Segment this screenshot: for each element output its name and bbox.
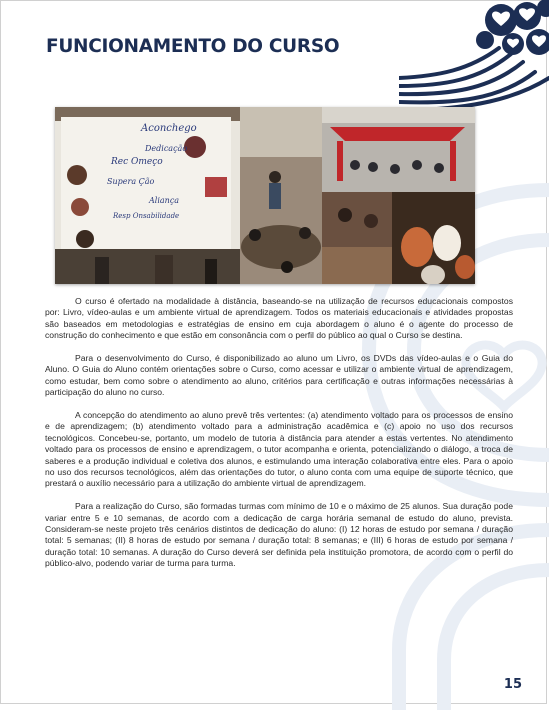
photo-collage — [55, 107, 475, 284]
poster-line: Aliança — [149, 196, 180, 205]
paragraph: O curso é ofertado na modalidade à distância, baseando-se na utilização de recursos educacionais compostos por: Livro, vídeo-aulas e um ambiente virtual de aprendizagem. Todos os materiais educacionais e atividades propostas são baseados em metodologias e estratégias de ensino em cuja abordagem o aluno é o agente do processo de construção do conhecimento e que estão em consonância com o perfil do público ao qual o Curso se destina. — [45, 296, 513, 341]
paragraph: A concepção do atendimento ao aluno prevê três vertentes: (a) atendimento voltado para os processos de ensino e de aprendizagem; (b) atendimento voltado para a administração acadêmica e (c) apoio no uso dos recursos tecnológicos. Concebeu-se, portanto, um modelo de tutoria à distância para atender a estas vertentes. No atendimento voltado para os processos de ensino e aprendizagem, o tutor acompanha e orienta, potencializando o diálogo, a troca de saberes e a produção individual e coletiva dos alunos, e estimulando uma interação colaborativa entre eles. Para o apoio no uso dos recursos tecnológicos, além das orientações do tutor, o aluno conta com uma equipe de suporte técnico, que prestará o auxílio necessário para a utilização do ambiente virtual de aprendizagem. — [45, 410, 513, 489]
page-number: 15 — [503, 677, 522, 692]
group-photo — [322, 107, 475, 192]
body-text — [45, 296, 513, 581]
poster-line: Resp Onsabilidade — [113, 212, 180, 220]
poster-line: Supera Ção — [107, 177, 155, 186]
classroom-photo — [240, 107, 322, 284]
page-title: FUNCIONAMENTO DO CURSO — [46, 36, 340, 57]
tree-hearts-icon — [399, 0, 549, 110]
poster-line: Rec Omeço — [111, 157, 163, 167]
paragraph: Para o desenvolvimento do Curso, é disponibilizado ao aluno um Livro, os DVDs das vídeo-aulas e o Guia do Aluno. O Guia do Aluno contém orientações sobre o Curso, como acessar e utilizar o ambiente virtual de aprendizagem, como estudar, bem como sobre o atendimento ao aluno, critérios para certificação e outras informações necessárias à participação do aluno no curso. — [45, 353, 513, 398]
discussion-photo — [322, 192, 392, 284]
poster-photo — [55, 107, 240, 284]
eggs-photo — [392, 192, 475, 284]
poster-line: Dedicação — [145, 144, 188, 153]
poster-line: Aconchego — [141, 123, 197, 134]
paragraph: Para a realização do Curso, são formadas turmas com mínimo de 10 e o máximo de 25 alunos. Sua duração pode variar entre 5 e 10 semanas, de acordo com a dedicação de carga horária semanal de estudo do aluno, prevista. Consideram-se neste projeto três cenários distintos de dedicação do aluno: (I) 12 horas de estudo por semana / duração total: 5 semanas; (II) 8 horas de estudo por semana / duração total: 8 semanas; e (III) 6 horas de estudo por semana / duração total: 10 semanas. A duração do Curso deverá ser definida pela instituição promotora, de acordo com o perfil do público-alvo, podendo variar de turma para turma. — [45, 501, 513, 569]
